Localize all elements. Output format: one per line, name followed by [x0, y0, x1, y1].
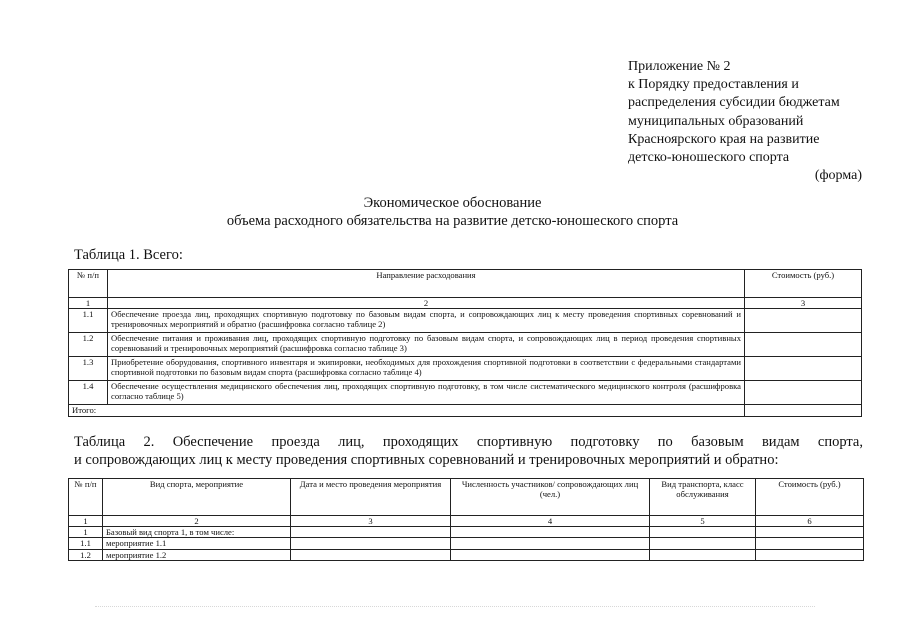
table-row [69, 527, 864, 538]
table-row [69, 549, 864, 560]
index-cell: 1 [69, 516, 103, 527]
row-participants[interactable] [451, 527, 650, 538]
row-text: Обеспечение питания и проживания лиц, проходящих спортивную подготовку по базовым видам спорта, и сопровождающих лиц в период проведения спортивных соревнований и тренировочных мероприятий (расшифровка согласно таблице 3) [108, 333, 745, 357]
document-title-line1: Экономическое обоснование [363, 195, 542, 211]
document-title-line2: объема расходного обязательства на развитие детско-юношеского спорта [226, 213, 679, 229]
row-cost[interactable] [745, 381, 862, 405]
appendix-block [628, 58, 890, 185]
row-date-place[interactable] [291, 527, 451, 538]
form-mark: (форма) [814, 168, 862, 184]
table1-index-row [69, 298, 862, 309]
header-direction: Направление расходования [108, 270, 745, 298]
appendix-line: детско-юношеского спорта [628, 150, 790, 166]
table1 [68, 269, 862, 417]
table2-caption [74, 433, 863, 469]
row-date-place[interactable] [291, 538, 451, 549]
row-participants[interactable] [451, 538, 650, 549]
row-transport[interactable] [650, 549, 756, 560]
total-value[interactable] [745, 405, 862, 417]
index-cell: 5 [650, 516, 756, 527]
header-num: № п/п [69, 270, 108, 298]
row-date-place[interactable] [291, 549, 451, 560]
total-label: Итого: [69, 405, 745, 417]
document-title [0, 194, 905, 230]
appendix-line: муниципальных образований [628, 113, 804, 129]
table-row [69, 333, 862, 357]
index-cell: 4 [451, 516, 650, 527]
row-num: 1.2 [69, 549, 103, 560]
header-transport: Вид транспорта, класс обслуживания [650, 479, 756, 516]
header-cost: Стоимость (руб.) [745, 270, 862, 298]
header-date-place: Дата и место проведения мероприятия [291, 479, 451, 516]
row-sport: Базовый вид спорта 1, в том числе: [103, 527, 291, 538]
row-num: 1.3 [69, 357, 108, 381]
appendix-line: Приложение № 2 [628, 59, 731, 74]
row-num: 1 [69, 527, 103, 538]
row-cost[interactable] [756, 527, 864, 538]
row-num: 1.2 [69, 333, 108, 357]
row-num: 1.1 [69, 309, 108, 333]
table2-header-row [69, 479, 864, 516]
row-sport: мероприятие 1.2 [103, 549, 291, 560]
row-cost[interactable] [756, 549, 864, 560]
table-row [69, 538, 864, 549]
scan-artifact-line [95, 606, 815, 609]
index-cell: 2 [103, 516, 291, 527]
table-row [69, 309, 862, 333]
row-cost[interactable] [745, 309, 862, 333]
appendix-line: распределения субсидии бюджетам [628, 95, 840, 111]
index-cell: 3 [291, 516, 451, 527]
row-transport[interactable] [650, 527, 756, 538]
row-cost[interactable] [745, 357, 862, 381]
table-row [69, 357, 862, 381]
row-text: Обеспечение осуществления медицинского обеспечения лиц, проходящих спортивную подготовку, в том числе систематического медицинского контроля (расшифровка согласно таблице 5) [108, 381, 745, 405]
header-participants: Численность участников/ сопровождающих лиц (чел.) [451, 479, 650, 516]
table2 [68, 478, 864, 561]
index-cell: 6 [756, 516, 864, 527]
row-participants[interactable] [451, 549, 650, 560]
header-sport: Вид спорта, мероприятие [103, 479, 291, 516]
row-transport[interactable] [650, 538, 756, 549]
appendix-line: Красноярского края на развитие [628, 131, 820, 147]
row-cost[interactable] [756, 538, 864, 549]
index-cell: 3 [745, 298, 862, 309]
row-sport: мероприятие 1.1 [103, 538, 291, 549]
index-cell: 2 [108, 298, 745, 309]
row-cost[interactable] [745, 333, 862, 357]
table2-caption-line2: и сопровождающих лиц к месту проведения спортивных соревнований и тренировочных мероприятий и обратно: [74, 452, 779, 468]
index-cell: 1 [69, 298, 108, 309]
table1-total-row [69, 405, 862, 417]
row-num: 1.4 [69, 381, 108, 405]
table2-index-row [69, 516, 864, 527]
table1-header-row [69, 270, 862, 298]
header-num: № п/п [69, 479, 103, 516]
row-num: 1.1 [69, 538, 103, 549]
appendix-line: к Порядку предоставления и [628, 77, 799, 93]
header-cost: Стоимость (руб.) [756, 479, 864, 516]
table-row [69, 381, 862, 405]
table1-caption: Таблица 1. Всего: [74, 247, 183, 263]
table2-caption-line1: Таблица 2. Обеспечение проезда лиц, проходящих спортивную подготовку по базовым видам спорта, [74, 434, 863, 450]
row-text: Обеспечение проезда лиц, проходящих спортивную подготовку по базовым видам спорта, и сопровождающих лиц к месту проведения спортивных соревнований и тренировочных мероприятий и обратно (расшифровка согласно таблице 2) [108, 309, 745, 333]
row-text: Приобретение оборудования, спортивного инвентаря и экипировки, необходимых для прохождения спортивной подготовки в соответствии с федеральными стандартами спортивной подготовки по базовым видам спорта (расшифровка согласно таблице 4) [108, 357, 745, 381]
